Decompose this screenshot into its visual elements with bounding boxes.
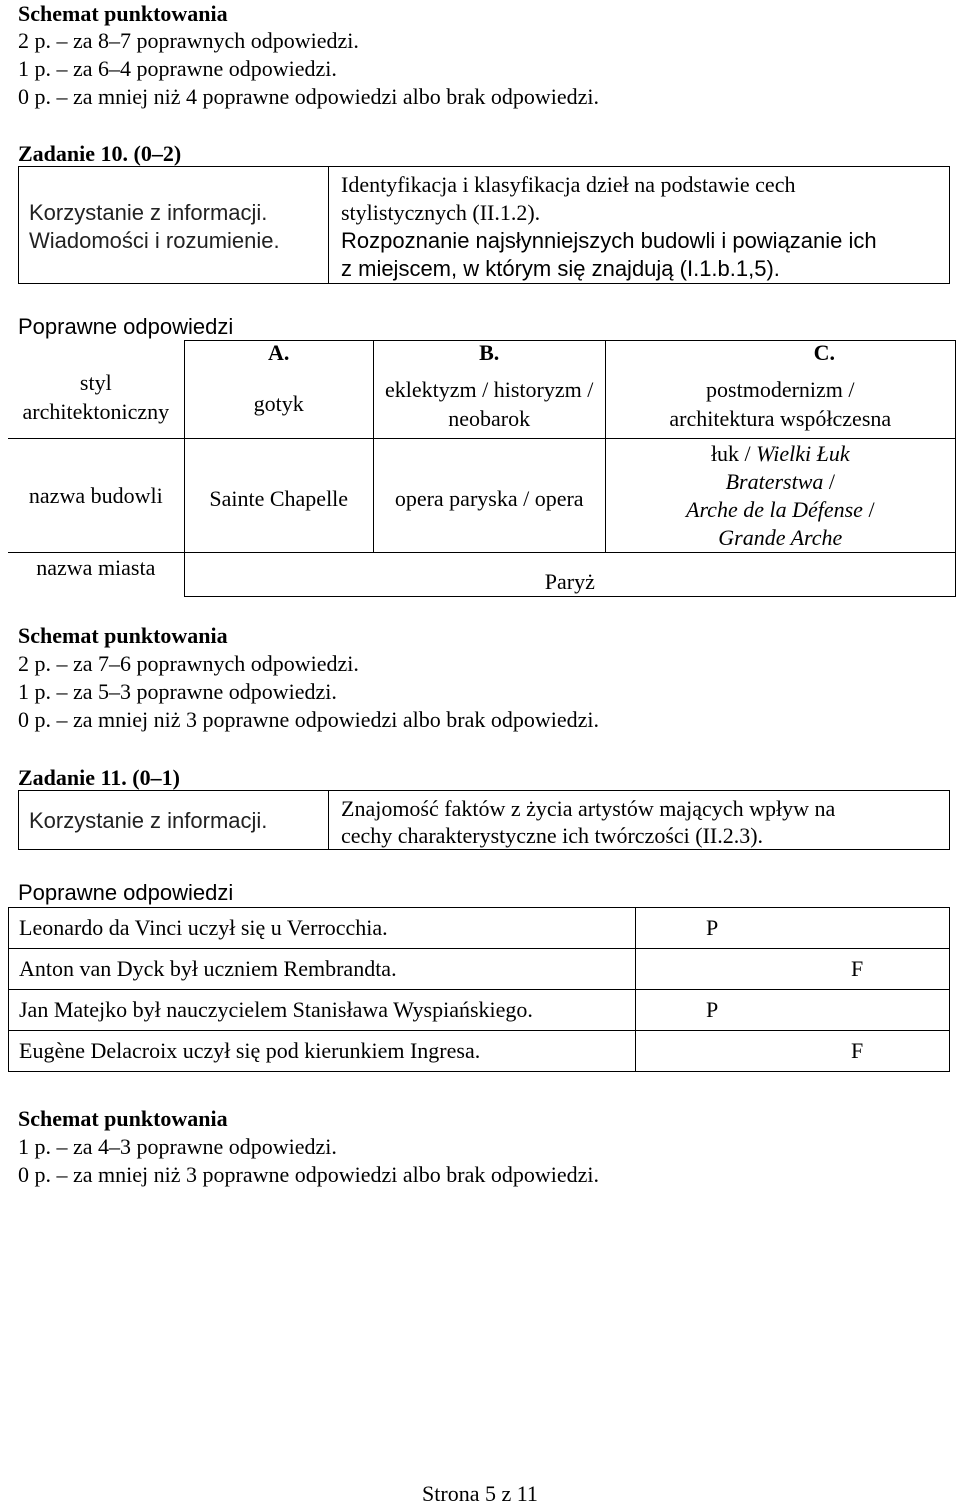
answers-heading: Poprawne odpowiedzi: [18, 314, 234, 339]
cell-line: [606, 468, 955, 496]
requirement-line: stylistycznych (II.1.2).: [341, 200, 541, 225]
scoring-heading: Schemat punktowania: [18, 1106, 228, 1131]
task10-requirements: [329, 167, 950, 284]
style-b: [373, 365, 605, 439]
city-value: Paryż: [184, 553, 955, 597]
cell-line: [606, 440, 955, 468]
task11-info-box: [18, 790, 950, 850]
task-title: Zadanie 11. (0–1): [18, 765, 180, 790]
scoring-line: 0 p. – za mniej niż 4 poprawne odpowiedzi albo brak odpowiedzi.: [18, 84, 600, 109]
table-row: [9, 949, 950, 990]
requirement-line: Rozpoznanie najsłynniejszych budowli i powiązanie ich: [341, 228, 877, 253]
row-label-city: nazwa miasta: [8, 553, 184, 597]
requirement-line: Znajomość faktów z życia artystów mających wpływ na: [341, 796, 836, 821]
answers-heading: Poprawne odpowiedzi: [18, 880, 234, 905]
answer-cell: F: [636, 1031, 950, 1072]
task11-skill: Korzystanie z informacji.: [19, 791, 329, 850]
building-c: [605, 439, 955, 553]
skill-label: Korzystanie z informacji.: [29, 200, 268, 225]
scoring-line: 0 p. – za mniej niż 3 poprawne odpowiedzi albo brak odpowiedzi.: [18, 1162, 600, 1187]
cell-line: eklektyzm / historyzm /: [385, 376, 594, 402]
scoring-line: 2 p. – za 7–6 poprawnych odpowiedzi.: [18, 651, 359, 676]
table-row: [9, 908, 950, 949]
cell-line: [606, 496, 955, 524]
cell-text: łuk /: [710, 440, 757, 466]
column-header-a: A.: [184, 341, 373, 365]
scoring-line: 1 p. – za 4–3 poprawne odpowiedzi.: [18, 1134, 337, 1159]
requirement-line: Identyfikacja i klasyfikacja dzieł na podstawie cech: [341, 172, 796, 197]
task11-answer-table: [8, 907, 950, 1072]
task11-requirements: [329, 791, 950, 850]
answer-cell: P: [636, 990, 950, 1031]
column-header-c: C.: [605, 341, 955, 365]
row-label-style: [8, 341, 184, 439]
row-label-text: architektoniczny: [22, 399, 170, 424]
cell-line: architektura współczesna: [669, 405, 892, 431]
scoring-line: 0 p. – za mniej niż 3 poprawne odpowiedzi albo brak odpowiedzi.: [18, 707, 600, 732]
requirement-line: z miejscem, w którym się znajdują (I.1.b.1,5).: [341, 256, 780, 281]
scoring-heading: Schemat punktowania: [18, 1, 228, 26]
cell-text: Wielki Łuk: [756, 440, 850, 466]
table-row: [9, 1031, 950, 1072]
cell-text: Braterstwa: [725, 468, 824, 494]
table-row: [9, 990, 950, 1031]
cell-line: [606, 524, 955, 552]
answer-cell: F: [636, 949, 950, 990]
statement-cell: Eugène Delacroix uczył się pod kierunkiem Ingresa.: [9, 1031, 636, 1072]
cell-text: Arche de la Défense: [686, 496, 863, 522]
scoring-line: 1 p. – za 6–4 poprawne odpowiedzi.: [18, 56, 337, 81]
requirement-line: cechy charakterystyczne ich twórczości (II.2.3).: [341, 823, 764, 848]
building-b: opera paryska / opera: [373, 439, 605, 553]
row-label-building: nazwa budowli: [8, 439, 184, 553]
scoring-line: 2 p. – za 8–7 poprawnych odpowiedzi.: [18, 28, 359, 53]
answer-cell: P: [636, 908, 950, 949]
style-c: [605, 365, 955, 439]
scoring-heading: Schemat punktowania: [18, 623, 228, 648]
row-label-text: styl: [79, 370, 112, 395]
task-title: Zadanie 10. (0–2): [18, 141, 182, 166]
task10-answer-table: [8, 340, 956, 597]
task10-info-box: [18, 166, 950, 284]
statement-cell: Leonardo da Vinci uczył się u Verrocchia.: [9, 908, 636, 949]
column-header-b: B.: [373, 341, 605, 365]
cell-text: /: [862, 496, 875, 522]
cell-text: Grande Arche: [718, 524, 843, 550]
scoring-line: 1 p. – za 5–3 poprawne odpowiedzi.: [18, 679, 337, 704]
cell-line: neobarok: [448, 405, 531, 431]
page-number: Strona 5 z 11: [422, 1481, 538, 1506]
cell-line: postmodernizm /: [706, 376, 855, 402]
skill-label: Wiadomości i rozumienie.: [29, 228, 280, 253]
statement-cell: Jan Matejko był nauczycielem Stanisława Wyspiańskiego.: [9, 990, 636, 1031]
style-a: gotyk: [184, 365, 373, 439]
cell-text: /: [823, 468, 835, 494]
building-a: Sainte Chapelle: [184, 439, 373, 553]
statement-cell: Anton van Dyck był uczniem Rembrandta.: [9, 949, 636, 990]
task10-skills: [19, 167, 329, 284]
